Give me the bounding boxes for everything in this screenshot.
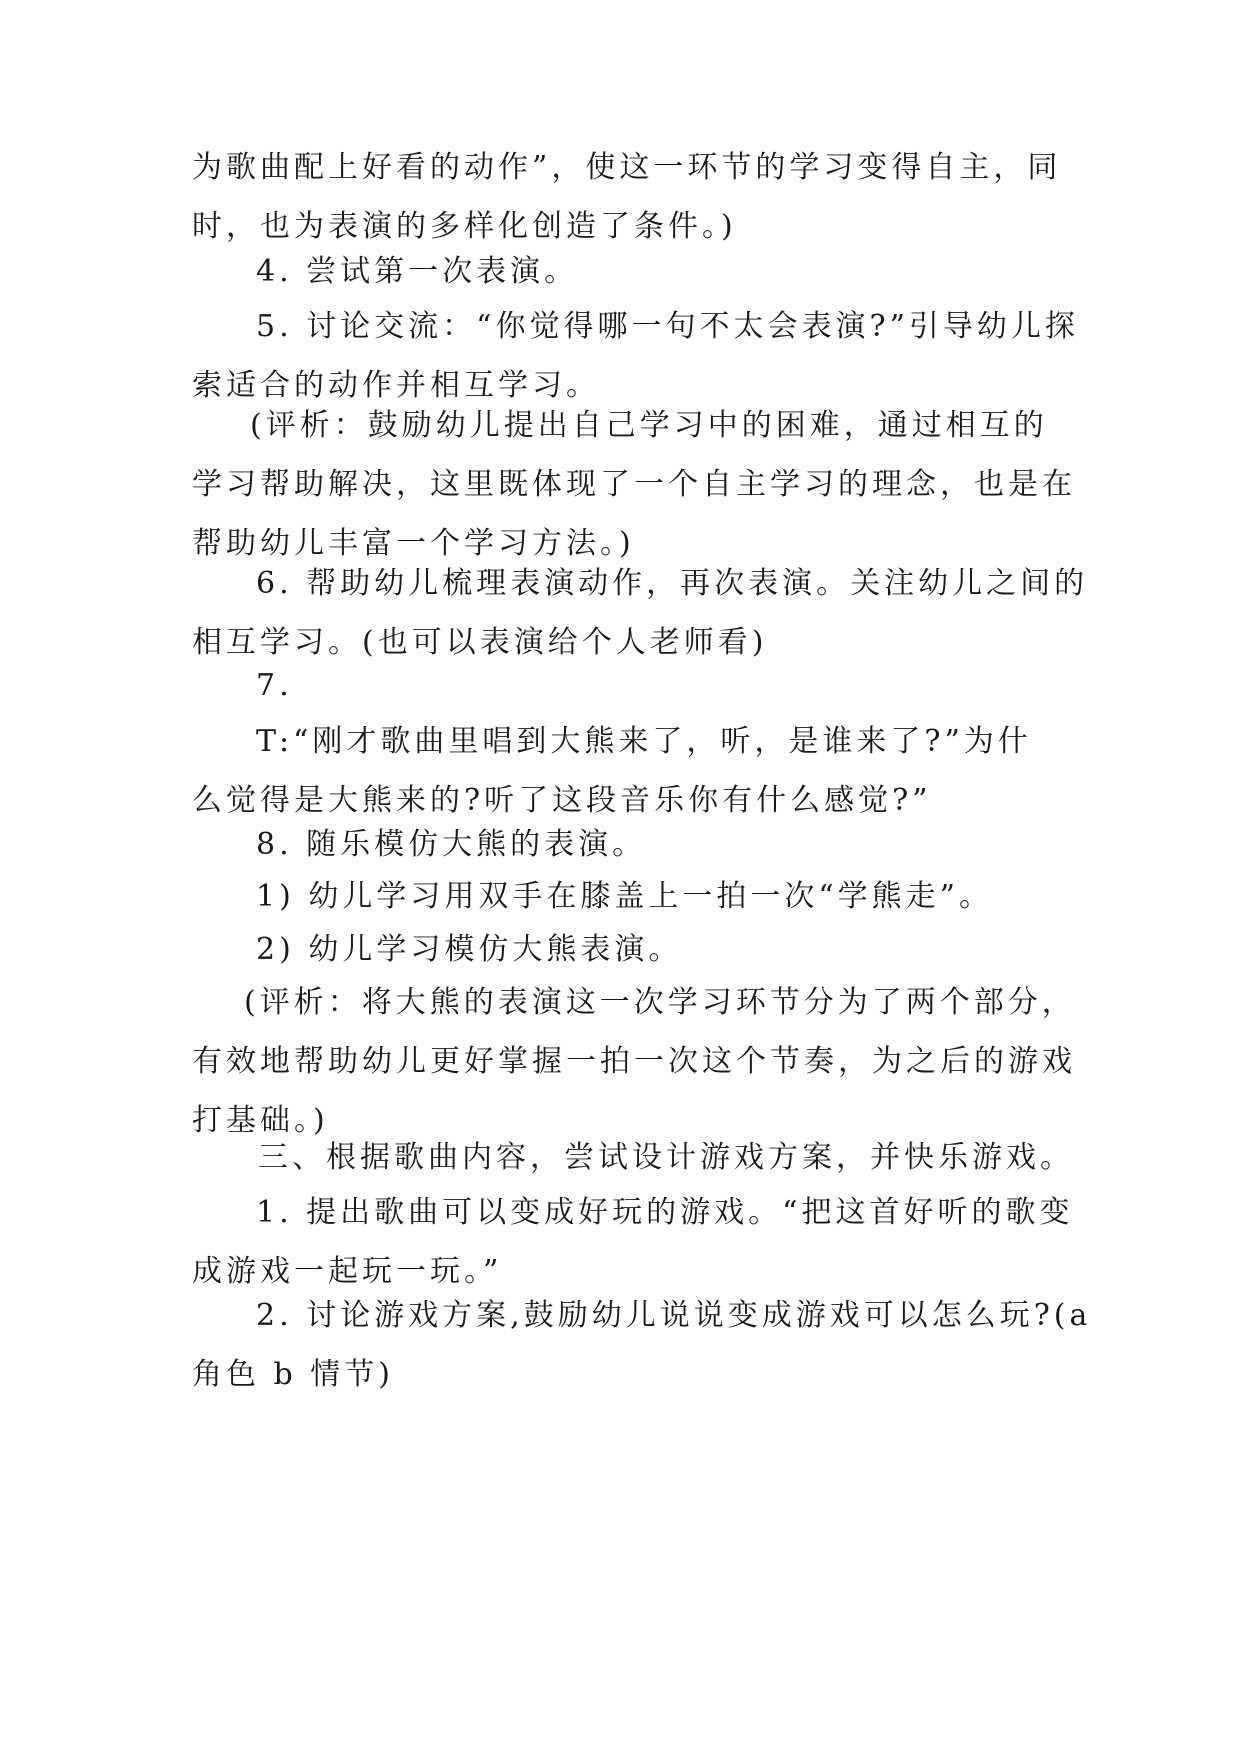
paragraph-comment-2 [192, 973, 1076, 1150]
text-line: (评析：将大熊的表演这一次学习环节分为了两个部分， [244, 985, 1076, 1020]
paragraph-step-8 [192, 815, 1072, 874]
text-line: 打基础。) [192, 1103, 329, 1138]
paragraph-substep-2 [192, 920, 1072, 979]
paragraph-step-7 [192, 656, 1072, 715]
text-line: 1) 幼儿学习用双手在膝盖上一拍一次“学熊走”。 [256, 879, 994, 914]
text-line: 8. 随乐模仿大熊的表演。 [256, 827, 647, 862]
text-line: 角色 b 情节) [192, 1357, 394, 1392]
paragraph-step-1 [192, 1183, 1072, 1301]
text-line: 么觉得是大熊来的?听了这段音乐你有什么感觉?” [192, 783, 932, 818]
text-line: 7. [256, 668, 293, 703]
text-line: 时，也为表演的多样化创造了条件。) [192, 209, 737, 244]
text-line: 三、根据歌曲内容，尝试设计游戏方案，并快乐游戏。 [258, 1140, 1074, 1175]
text-line: 学习帮助解决，这里既体现了一个自主学习的理念，也是在 [192, 467, 1076, 502]
text-line: 2. 讨论游戏方案,鼓励幼儿说说变成游戏可以怎么玩?(a [256, 1298, 1092, 1333]
text-line: 6. 帮助幼儿梳理表演动作，再次表演。关注幼儿之间的 [256, 566, 1089, 601]
text-line: 索适合的动作并相互学习。 [192, 368, 600, 403]
text-line: 1. 提出歌曲可以变成好玩的游戏。“把这首好听的歌变 [256, 1195, 1074, 1230]
text-line: 帮助幼儿丰富一个学习方法。) [192, 526, 635, 561]
text-line: T:“刚才歌曲里唱到大熊来了，听，是谁来了?”为什 [256, 724, 1032, 759]
paragraph-comment-1 [192, 396, 1076, 573]
paragraph-continuation [192, 138, 1072, 256]
text-line: 2) 幼儿学习模仿大熊表演。 [256, 932, 683, 967]
text-line: 4. 尝试第一次表演。 [256, 254, 579, 289]
paragraph-step-4 [192, 242, 1072, 301]
section-heading-3 [192, 1128, 1072, 1187]
paragraph-substep-1 [192, 867, 1072, 926]
text-line: 相互学习。(也可以表演给个人老师看) [192, 625, 768, 660]
text-line: 5. 讨论交流：“你觉得哪一句不太会表演?”引导幼儿探 [256, 309, 1079, 344]
text-line: 为歌曲配上好看的动作”，使这一环节的学习变得自主，同 [192, 150, 1062, 185]
paragraph-step-6 [192, 554, 1089, 672]
text-line: 有效地帮助幼儿更好掌握一拍一次这个节奏，为之后的游戏 [192, 1044, 1076, 1079]
paragraph-teacher-question [192, 712, 1072, 830]
paragraph-step-2 [192, 1286, 1092, 1404]
text-line: 成游戏一起玩一玩。” [192, 1254, 503, 1289]
text-line: (评析：鼓励幼儿提出自己学习中的困难，通过相互的 [250, 408, 1048, 443]
